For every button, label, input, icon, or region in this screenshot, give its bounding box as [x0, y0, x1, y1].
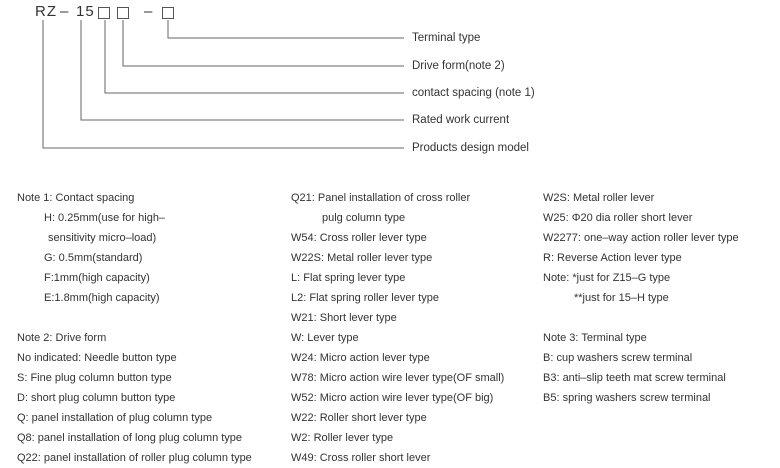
drive-form-item: W24: Micro action lever type: [291, 352, 430, 364]
drive-form-item: W78: Micro action wire lever type(OF small): [291, 372, 505, 384]
note2-item: Q22: panel installation of roller plug column type: [17, 452, 252, 464]
drive-form-item: W2277: one–way action roller lever type: [543, 232, 739, 244]
note1-title: Note 1: Contact spacing: [17, 192, 135, 204]
note2-item: D: short plug column button type: [17, 392, 176, 404]
callout-design-model: Products design model: [412, 142, 529, 154]
note2-title: Note 2: Drive form: [17, 332, 107, 344]
code-current: 15: [76, 3, 95, 20]
callout-drive-form: Drive form(note 2): [412, 60, 505, 72]
notes-column-1: [17, 188, 252, 468]
note1-item: G: 0.5mm(standard): [44, 252, 143, 264]
note3-item: B5: spring washers screw terminal: [543, 392, 711, 404]
drive-form-item: pulg column type: [322, 212, 406, 224]
code-dash-2: –: [144, 3, 154, 20]
notes-column-3: [543, 188, 739, 408]
drive-form-item: L: Flat spring lever type: [291, 272, 406, 284]
drive-form-item: W22S: Metal roller lever type: [291, 252, 433, 264]
drive-form-item: W22: Roller short lever type: [291, 412, 427, 424]
callout-contact-spacing: contact spacing (note 1): [412, 87, 535, 99]
note2-item: Q8: panel installation of long plug column type: [17, 432, 243, 444]
drive-form-item: W: Lever type: [291, 332, 359, 344]
drive-form-item: W49: Cross roller short lever: [291, 452, 431, 464]
callout-rated-current: Rated work current: [412, 114, 510, 126]
footnote: Note: *just for Z15–G type: [543, 272, 671, 284]
leader-design-model: [43, 20, 404, 148]
leader-contact-spacing: [105, 20, 404, 93]
drive-form-item: W21: Short lever type: [291, 312, 397, 324]
drive-form-item: L2: Flat spring roller lever type: [291, 292, 439, 304]
drive-form-item: W25: Φ20 dia roller short lever: [543, 212, 693, 224]
notes-column-2: [291, 188, 504, 468]
note2-item: S: Fine plug column button type: [17, 372, 172, 384]
drive-form-item: R: Reverse Action lever type: [543, 252, 682, 264]
drive-form-item: W2S: Metal roller lever: [543, 192, 655, 204]
leader-lines: [0, 0, 780, 170]
note1-item: H: 0.25mm(use for high–: [44, 212, 166, 224]
note2-item: No indicated: Needle button type: [17, 352, 177, 364]
code-prefix: RZ: [35, 3, 57, 20]
drive-form-item: Q21: Panel installation of cross roller: [291, 192, 471, 204]
note3-item: B: cup washers screw terminal: [543, 352, 693, 364]
callout-terminal-type: Terminal type: [412, 32, 481, 44]
footnote: **just for 15–H type: [574, 292, 669, 304]
note3-item: B3: anti–slip teeth mat screw terminal: [543, 372, 726, 384]
note1-item: F:1mm(high capacity): [44, 272, 150, 284]
leader-terminal-type: [168, 20, 404, 38]
code-dash: –: [60, 3, 70, 20]
note3-title: Note 3: Terminal type: [543, 332, 647, 344]
note2-item: Q: panel installation of plug column type: [17, 412, 213, 424]
note1-item: E:1.8mm(high capacity): [44, 292, 160, 304]
leader-rated-current: [81, 20, 404, 120]
drive-form-item: W52: Micro action wire lever type(OF big): [291, 392, 494, 404]
drive-form-item: W54: Cross roller lever type: [291, 232, 427, 244]
leader-drive-form: [123, 20, 404, 66]
drive-form-item: W2: Roller lever type: [291, 432, 394, 444]
note1-item: sensitivity micro–load): [48, 232, 157, 244]
